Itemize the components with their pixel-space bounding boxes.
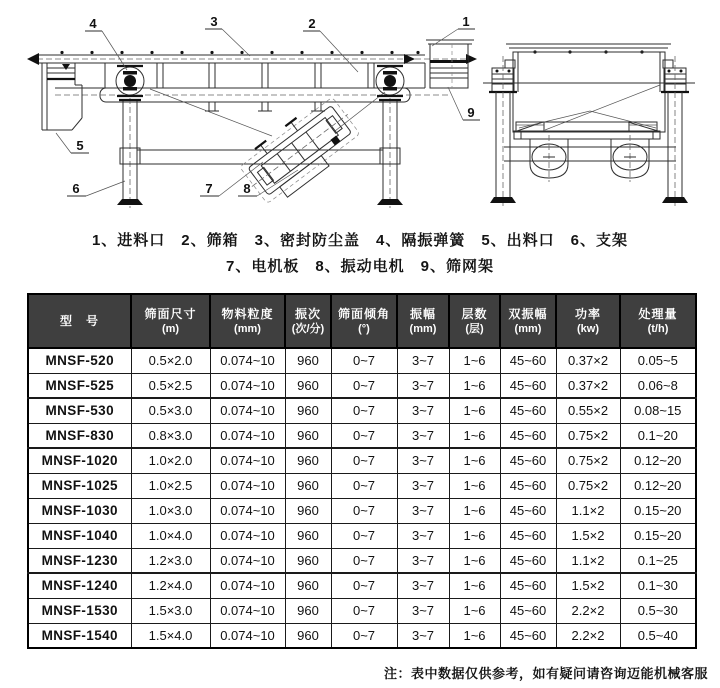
spec-cell: 1.5×3.0 xyxy=(131,598,210,623)
spec-cell: 1~6 xyxy=(449,373,500,398)
table-row xyxy=(28,473,696,498)
spec-cell: 0.37×2 xyxy=(556,348,620,373)
spec-cell: 45~60 xyxy=(500,398,556,423)
spec-cell: 0.15~20 xyxy=(620,498,696,523)
spec-cell: 0.074~10 xyxy=(210,498,285,523)
vibration-spring-right xyxy=(376,66,404,96)
spec-cell: 1~6 xyxy=(449,423,500,448)
table-row xyxy=(28,523,696,548)
spec-cell: 1.0×4.0 xyxy=(131,523,210,548)
spec-cell: 0.074~10 xyxy=(210,523,285,548)
spec-table xyxy=(27,293,697,649)
model-cell: MNSF-1040 xyxy=(28,523,131,548)
spec-cell: 960 xyxy=(285,548,331,573)
spec-cell: 960 xyxy=(285,398,331,423)
parts-legend-line-1: 1、进料口 2、筛箱 3、密封防尘盖 4、隔振弹簧 5、出料口 6、支架 xyxy=(91,232,629,249)
spec-cell: 0.074~10 xyxy=(210,623,285,648)
table-row xyxy=(28,348,696,373)
spec-cell: 3~7 xyxy=(397,473,449,498)
spec-cell: 0.074~10 xyxy=(210,473,285,498)
spec-cell: 3~7 xyxy=(397,373,449,398)
spec-cell: 1~6 xyxy=(449,498,500,523)
spec-cell: 1~6 xyxy=(449,348,500,373)
spec-cell: 1.5×2 xyxy=(556,523,620,548)
spec-cell: 1.0×2.0 xyxy=(131,448,210,473)
spec-cell: 0~7 xyxy=(331,498,397,523)
spec-cell: 45~60 xyxy=(500,573,556,598)
column-header: 筛面倾角 (°) xyxy=(331,294,397,348)
spec-cell: 1~6 xyxy=(449,548,500,573)
spec-cell: 1~6 xyxy=(449,473,500,498)
spec-cell: 1~6 xyxy=(449,573,500,598)
spec-cell: 0.1~20 xyxy=(620,423,696,448)
feed-inlet xyxy=(426,40,474,88)
model-cell: MNSF-830 xyxy=(28,423,131,448)
spec-cell: 0~7 xyxy=(331,623,397,648)
end-view-drawing xyxy=(483,44,695,206)
parts-legend-line-2: 7、电机板 8、振动电机 9、筛网架 xyxy=(225,258,495,275)
spec-cell: 0~7 xyxy=(331,598,397,623)
technical-drawings xyxy=(0,0,720,226)
spec-cell: 1~6 xyxy=(449,398,500,423)
spec-cell: 1.5×4.0 xyxy=(131,623,210,648)
column-header: 物料粒度 (mm) xyxy=(210,294,285,348)
spec-cell: 0~7 xyxy=(331,398,397,423)
table-row xyxy=(28,498,696,523)
spec-cell: 0.074~10 xyxy=(210,598,285,623)
model-cell: MNSF-1530 xyxy=(28,598,131,623)
spec-cell: 0~7 xyxy=(331,348,397,373)
column-header: 振幅 (mm) xyxy=(397,294,449,348)
model-cell: MNSF-1230 xyxy=(28,548,131,573)
spec-cell: 0.5×2.0 xyxy=(131,348,210,373)
body-ribs xyxy=(157,63,374,111)
callout-leaders xyxy=(56,29,480,196)
spec-cell: 0.074~10 xyxy=(210,373,285,398)
spec-cell: 0.074~10 xyxy=(210,423,285,448)
spec-cell: 0.05~5 xyxy=(620,348,696,373)
spec-cell: 45~60 xyxy=(500,523,556,548)
side-view-drawing xyxy=(27,14,480,210)
spec-cell: 45~60 xyxy=(500,623,556,648)
column-header: 型 号 xyxy=(28,294,131,348)
model-cell: MNSF-520 xyxy=(28,348,131,373)
end-view-motor-right xyxy=(611,135,649,182)
spec-cell: 1.5×2 xyxy=(556,573,620,598)
spec-cell: 1~6 xyxy=(449,623,500,648)
spec-cell: 1~6 xyxy=(449,598,500,623)
column-header: 处理量 (t/h) xyxy=(620,294,696,348)
spec-cell: 0.08~15 xyxy=(620,398,696,423)
spec-cell: 3~7 xyxy=(397,523,449,548)
table-row xyxy=(28,623,696,648)
spec-cell: 45~60 xyxy=(500,448,556,473)
spec-cell: 3~7 xyxy=(397,398,449,423)
model-cell: MNSF-1540 xyxy=(28,623,131,648)
vibration-spring-left xyxy=(116,66,144,96)
spec-cell: 960 xyxy=(285,623,331,648)
spec-cell: 0.5~40 xyxy=(620,623,696,648)
spec-cell: 0.12~20 xyxy=(620,448,696,473)
spec-cell: 0.074~10 xyxy=(210,348,285,373)
spec-cell: 0.074~10 xyxy=(210,398,285,423)
spec-cell: 2.2×2 xyxy=(556,623,620,648)
callout-label: 5 xyxy=(76,138,84,153)
spec-cell: 960 xyxy=(285,598,331,623)
spec-cell: 0~7 xyxy=(331,573,397,598)
spec-cell: 45~60 xyxy=(500,598,556,623)
spec-cell: 960 xyxy=(285,448,331,473)
spec-cell: 45~60 xyxy=(500,423,556,448)
outlet-chute xyxy=(42,63,105,130)
spec-cell: 0.1~30 xyxy=(620,573,696,598)
spec-cell: 1.2×3.0 xyxy=(131,548,210,573)
support-leg-left xyxy=(117,98,143,208)
column-header: 功率 (kw) xyxy=(556,294,620,348)
spec-cell: 0.12~20 xyxy=(620,473,696,498)
callout-label: 2 xyxy=(308,16,316,31)
model-cell: MNSF-1030 xyxy=(28,498,131,523)
model-cell: MNSF-530 xyxy=(28,398,131,423)
header-row xyxy=(28,294,696,348)
model-cell: MNSF-525 xyxy=(28,373,131,398)
spec-cell: 1~6 xyxy=(449,448,500,473)
spec-cell: 0.5~30 xyxy=(620,598,696,623)
spec-cell: 0.1~25 xyxy=(620,548,696,573)
model-cell: MNSF-1025 xyxy=(28,473,131,498)
table-row xyxy=(28,448,696,473)
spec-cell: 960 xyxy=(285,348,331,373)
callout-label: 1 xyxy=(462,14,470,29)
callout-label: 7 xyxy=(205,181,213,196)
spec-cell: 0.074~10 xyxy=(210,548,285,573)
spec-cell: 960 xyxy=(285,523,331,548)
spec-cell: 3~7 xyxy=(397,498,449,523)
spec-cell: 1.1×2 xyxy=(556,498,620,523)
support-leg-right xyxy=(377,98,403,208)
spec-cell: 960 xyxy=(285,423,331,448)
spec-cell: 0.8×3.0 xyxy=(131,423,210,448)
spec-cell: 0.074~10 xyxy=(210,448,285,473)
spec-cell: 3~7 xyxy=(397,598,449,623)
table-row xyxy=(28,398,696,423)
table-row xyxy=(28,373,696,398)
spec-cell: 0.15~20 xyxy=(620,523,696,548)
spec-cell: 1~6 xyxy=(449,523,500,548)
column-header: 双振幅 (mm) xyxy=(500,294,556,348)
column-header: 筛面尺寸 (m) xyxy=(131,294,210,348)
model-cell: MNSF-1240 xyxy=(28,573,131,598)
spec-cell: 2.2×2 xyxy=(556,598,620,623)
dust-cover xyxy=(27,51,477,65)
spec-cell: 45~60 xyxy=(500,348,556,373)
spec-cell: 0.75×2 xyxy=(556,448,620,473)
spec-cell: 0~7 xyxy=(331,548,397,573)
spec-cell: 0~7 xyxy=(331,373,397,398)
column-header: 层数 (层) xyxy=(449,294,500,348)
spec-cell: 45~60 xyxy=(500,498,556,523)
bolt-dots xyxy=(60,51,419,54)
spec-cell: 45~60 xyxy=(500,473,556,498)
spec-cell: 3~7 xyxy=(397,548,449,573)
spec-cell: 1.0×2.5 xyxy=(131,473,210,498)
spec-cell: 45~60 xyxy=(500,373,556,398)
table-row xyxy=(28,573,696,598)
footnote: 注：表中数据仅供参考，如有疑问请咨询迈能机械客服 xyxy=(383,666,708,681)
end-view-motor-left xyxy=(530,135,568,182)
callout-label: 6 xyxy=(72,181,80,196)
spec-cell: 960 xyxy=(285,373,331,398)
leg-cross-brace xyxy=(137,150,383,164)
spec-cell: 0~7 xyxy=(331,448,397,473)
callout-label: 8 xyxy=(243,181,251,196)
model-cell: MNSF-1020 xyxy=(28,448,131,473)
motor-assembly xyxy=(235,92,366,211)
spec-cell: 0.5×3.0 xyxy=(131,398,210,423)
drawings-svg xyxy=(0,0,720,226)
spec-cell: 960 xyxy=(285,573,331,598)
column-header: 振次 (次/分) xyxy=(285,294,331,348)
table-row xyxy=(28,423,696,448)
spec-cell: 3~7 xyxy=(397,348,449,373)
spec-cell: 3~7 xyxy=(397,623,449,648)
spec-cell: 0.75×2 xyxy=(556,473,620,498)
table-row xyxy=(28,548,696,573)
spec-cell: 0.5×2.5 xyxy=(131,373,210,398)
spec-cell: 1.1×2 xyxy=(556,548,620,573)
spec-cell: 0~7 xyxy=(331,473,397,498)
spec-cell: 45~60 xyxy=(500,548,556,573)
spec-cell: 0.75×2 xyxy=(556,423,620,448)
spec-cell: 3~7 xyxy=(397,448,449,473)
callout-label: 3 xyxy=(210,14,218,29)
spec-cell: 0~7 xyxy=(331,523,397,548)
callout-label: 9 xyxy=(467,105,475,120)
spec-cell: 960 xyxy=(285,498,331,523)
spec-cell: 0~7 xyxy=(331,423,397,448)
spec-cell: 3~7 xyxy=(397,573,449,598)
spec-cell: 0.55×2 xyxy=(556,398,620,423)
spec-cell: 1.2×4.0 xyxy=(131,573,210,598)
spec-cell: 0.37×2 xyxy=(556,373,620,398)
spec-cell: 960 xyxy=(285,473,331,498)
table-row xyxy=(28,598,696,623)
spec-cell: 0.074~10 xyxy=(210,573,285,598)
spec-cell: 3~7 xyxy=(397,423,449,448)
spec-cell: 1.0×3.0 xyxy=(131,498,210,523)
callout-label: 4 xyxy=(89,16,97,31)
spec-cell: 0.06~8 xyxy=(620,373,696,398)
